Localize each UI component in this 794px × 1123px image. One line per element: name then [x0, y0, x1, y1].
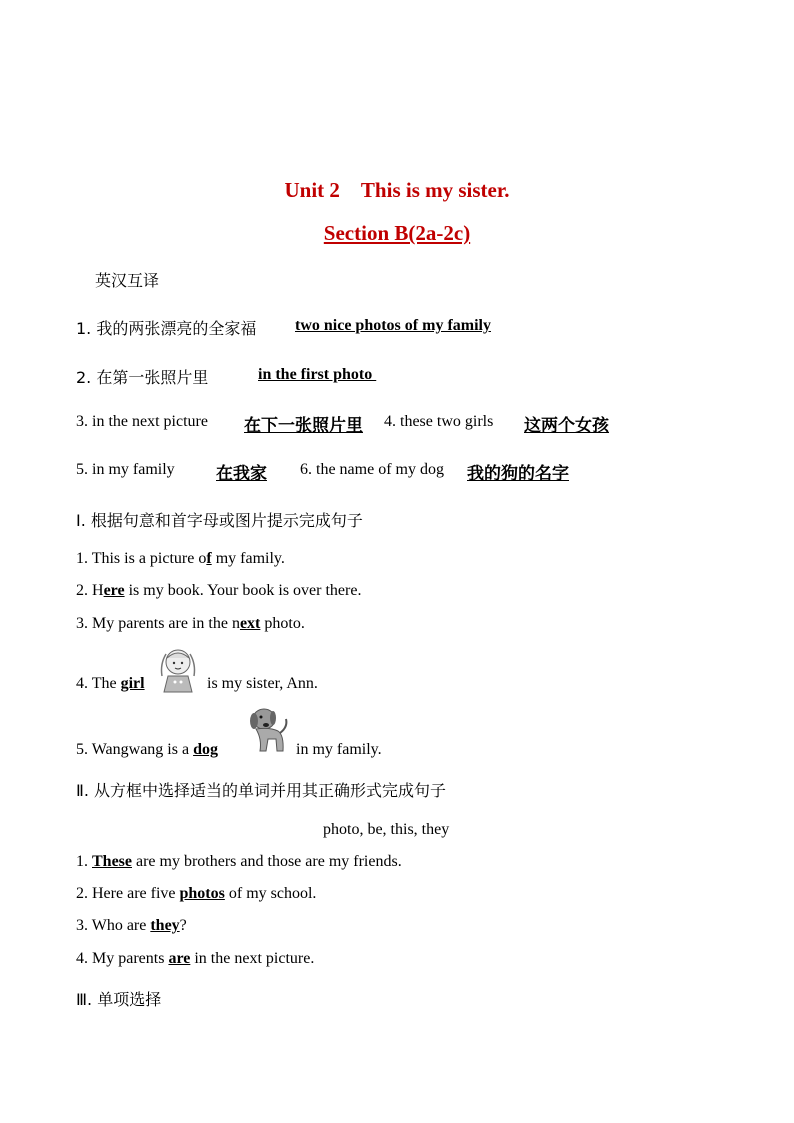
- girl-picture-icon: [156, 646, 200, 694]
- translate-answer-2: in the first photo: [258, 366, 377, 383]
- part1-sentence-4: 4. The girl: [76, 675, 145, 692]
- part2-sentence-3: 3. Who are they?: [76, 917, 187, 934]
- item-prompt: 1. 我的两张漂亮的全家福: [76, 319, 257, 338]
- answer-blank: dog: [193, 741, 218, 758]
- translate-item-6: 6. the name of my dog: [300, 461, 444, 478]
- part3-heading: Ⅲ. 单项选择: [76, 990, 162, 1009]
- answer-blank: ext: [239, 615, 261, 632]
- part1-heading: Ⅰ. 根据句意和首字母或图片提示完成句子: [76, 511, 363, 530]
- page-title: [0, 178, 794, 203]
- translate-answer-4: 这两个女孩: [524, 416, 609, 436]
- section-label: Section B(2a-2c): [323, 221, 471, 245]
- part2-sentence-2: 2. Here are five photos of my school.: [76, 885, 317, 902]
- part2-heading: Ⅱ. 从方框中选择适当的单词并用其正确形式完成句子: [76, 781, 447, 800]
- answer-blank: are: [168, 950, 191, 967]
- section-title: [0, 221, 794, 246]
- part1-sentence-1: 1. This is a picture of my family.: [76, 550, 285, 567]
- item-prompt: 2. 在第一张照片里: [76, 368, 209, 387]
- translate-item-1: [76, 316, 256, 339]
- dog-picture-icon: [244, 705, 290, 755]
- translate-answer-3: 在下一张照片里: [244, 416, 363, 436]
- translate-item-2: [76, 365, 208, 388]
- answer-blank: ere: [103, 582, 125, 599]
- answer-blank: f: [206, 550, 212, 567]
- translate-answer-6: 我的狗的名字: [467, 464, 569, 484]
- translate-item-4: 4. these two girls: [384, 413, 494, 430]
- answer-blank: photos: [179, 885, 225, 902]
- translate-answer-1: two nice photos of my family: [295, 317, 491, 334]
- part2-sentence-4: 4. My parents are in the next picture.: [76, 950, 315, 967]
- answer-blank: girl: [120, 675, 145, 692]
- translate-answer-5: 在我家: [216, 464, 267, 484]
- part1-sentence-5: 5. Wangwang is a dog: [76, 741, 218, 758]
- unit-label: Unit 2: [284, 178, 340, 202]
- unit-topic: This is my sister.: [360, 178, 510, 202]
- part1-sentence-3: 3. My parents are in the next photo.: [76, 615, 305, 632]
- part1-sentence-4-end: is my sister, Ann.: [207, 675, 318, 692]
- answer-blank: These: [92, 853, 132, 870]
- translate-item-5: 5. in my family: [76, 461, 175, 478]
- part2-sentence-1: 1. These are my brothers and those are my friends.: [76, 853, 402, 870]
- translate-item-3: 3. in the next picture: [76, 413, 208, 430]
- part1-sentence-5-end: in my family.: [296, 741, 382, 758]
- part1-sentence-2: 2. Here is my book. Your book is over there.: [76, 582, 362, 599]
- translate-heading: 英汉互译: [95, 271, 160, 290]
- answer-blank: they: [150, 917, 180, 934]
- word-box: photo, be, this, they: [323, 821, 450, 838]
